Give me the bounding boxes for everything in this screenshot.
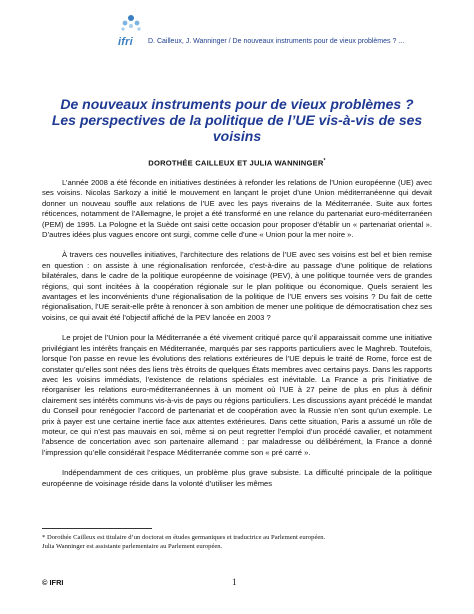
authors-footnote-marker: * [323, 158, 326, 164]
footnote-line-1: * Dorothée Cailleux est titulaire d’un doctorat en études germaniques et traductrice au Parlement européen. [42, 534, 326, 541]
page-number: 1 [232, 577, 237, 587]
paragraph: À travers ces nouvelles initiatives, l’architecture des relations de l’UE avec ses voisins est bel et bien remise en question : on assiste à une régionalisation renforcée, c’est-à-dire au passage d’une politique de relations bilatérales, dans le cadre de la politique européenne de voisinage (PEV), à une politique tournée vers de grandes régions, qui sont incitées à la coopération régionale sur le plan politique ou économique. Quels seraient les avantages et les inconvénients d’une régionalisation de la politique de l’UE envers ses voisins ? Du fait de cette régionalisation, l’UE serait-elle prête à renoncer à son ambition de mener une politique de démocratisation chez ses voisins, ce qui avait été l’objectif affiché de la PEV lancée en 2003 ? [42, 250, 432, 322]
running-head: D. Cailleux, J. Wanninger / De nouveaux instruments pour de vieux problèmes ? ... [148, 38, 405, 45]
paragraph: L’année 2008 a été féconde en initiatives destinées à refonder les relations de l’Union européenne (UE) avec ses voisins. Nicolas Sarkozy a initié le mouvement en lançant le projet d’une Union méditerranéenne qui devait donner un nouveau souffle aux relations de l’UE avec les pays riverains de la Méditerranée. Suite aux fortes réticences, notamment de l’Allemagne, le projet a été transformé en une relance du partenariat euro-méditerranéen (PEM) de 1995. La Pologne et la Suède ont saisi cette occasion pour proposer d’établir un « partenariat oriental ». D’autres idées plus vagues encore ont surgi, comme celle d’une « Union pour la mer noire ». [42, 178, 432, 240]
footnote-divider [42, 528, 152, 529]
article-body [42, 178, 432, 499]
ifri-logo-text: ifri [118, 36, 133, 48]
title-line-2: Les perspectives de la politique de l’UE vis-à-vis de ses voisins [51, 112, 423, 144]
paragraph: Le projet de l’Union pour la Méditerranée a été vivement critiqué parce qu’il apparaissait comme une initiative privilégiant les intérêts français en Méditerranée, marqués par ses rapports particuliers avec le Maghreb. Toutefois, lorsque l’on passe en revue les évolutions des relations extérieures de l’UE depuis le traité de Rome, force est de constater qu’elles sont nées des liens très étroits de quelques États membres avec certains pays. Dans les rapports avec les voisins immédiats, l’existence de relations spéciales est inévitable. La France a pris l’initiative de réorganiser les relations euro-méditerranéennes à un moment où l’UE à 27 peine de plus en plus à définir clairement ses intérêts communs vis-à-vis de pays ou régions particuliers. Les discussions ayant précédé le mandat du Conseil pour renégocier l’accord de partenariat et de coopération avec la Russie n’en sont qu’un exemple. Le prix à payer est une certaine inertie face aux attentes extérieures. Dans cette situation, Paris a assumé un rôle de moteur, ce qui n’est pas mauvais en soi, même si on peut regretter l’emploi d’un procédé cavalier, et notamment l’absence de concertation avec son partenaire allemand : par maladresse ou délibérément, la France a donné l’impression qu’elle considérait l’espace Méditerranée comme son « pré carré ». [42, 333, 432, 457]
footnote [42, 534, 434, 551]
authors-line [0, 158, 474, 168]
authors-names: DOROTHÉE CAILLEUX ET JULIA WANNINGER [148, 158, 324, 168]
document-title [30, 96, 444, 144]
footer-copyright: © IFRI [42, 578, 64, 587]
title-line-1: De nouveaux instruments pour de vieux problèmes ? [60, 96, 414, 112]
paragraph: Indépendamment de ces critiques, un problème plus grave subsiste. La difficulté principale de la politique européenne de voisinage réside dans la volonté d’utiliser les mêmes [42, 468, 432, 488]
footnote-line-2: Julia Wanninger est assistante parlementaire au Parlement européen. [42, 542, 223, 550]
